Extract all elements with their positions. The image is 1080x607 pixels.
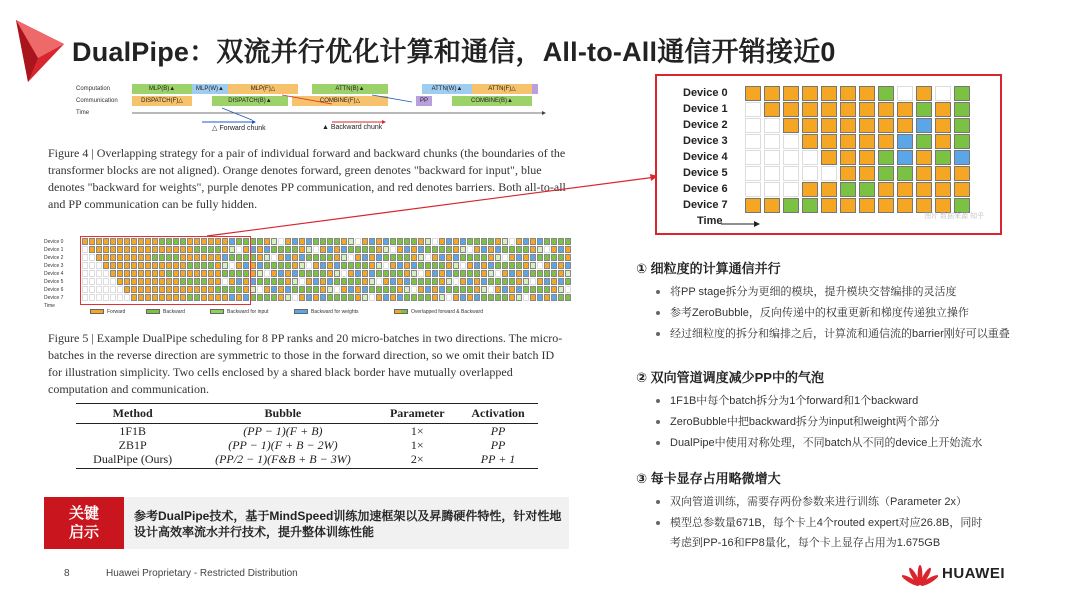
schedule-cell <box>745 118 761 133</box>
schedule-cell <box>935 166 951 181</box>
legend-overlapped: Overlapped forward & Backward <box>394 309 483 315</box>
schedule-cell <box>878 86 894 101</box>
bullet-dot-icon <box>656 521 660 525</box>
table-cell: 1× <box>410 424 424 438</box>
device-label: Device 3 <box>683 135 728 147</box>
legend-backward: ▲ Backward chunk <box>322 124 383 131</box>
schedule-cell <box>954 86 970 101</box>
schedule-cell <box>954 166 970 181</box>
schedule-cell <box>878 182 894 197</box>
device-label: Device 1 <box>683 103 728 115</box>
device-label: Device 6 <box>44 287 64 293</box>
schedule-cell <box>897 102 913 117</box>
schedule-cell <box>897 150 913 165</box>
attn-w-block: ATTN(W)▲ <box>422 84 472 94</box>
device-label: Device 3 <box>44 263 64 269</box>
device-label: Device 2 <box>683 119 728 131</box>
huawei-logo-icon <box>902 564 938 592</box>
legend-backward-weights: Backward for weights <box>294 309 359 315</box>
schedule-cell <box>764 198 780 213</box>
schedule-cell <box>745 150 761 165</box>
schedule-cell <box>783 102 799 117</box>
bullet-item: DualPipe中使用对称处理，不同batch从不同的device上开始流水 <box>656 434 982 450</box>
schedule-cell <box>859 86 875 101</box>
schedule-cell <box>764 150 780 165</box>
legend-forward: △ Forward chunk <box>212 125 266 132</box>
schedule-cell <box>821 182 837 197</box>
schedule-cell <box>878 150 894 165</box>
pp-block: PP <box>416 96 432 106</box>
computation-label: Computation <box>76 86 111 92</box>
key-insight-tag: 关键 启示 <box>44 497 124 549</box>
schedule-cell <box>897 134 913 149</box>
bullet-item: 1F1B中每个batch拆分为1个forward和1个backward <box>656 392 918 408</box>
table-header: Parameter <box>376 404 458 424</box>
device-label: Device 5 <box>44 279 64 285</box>
schedule-cell <box>802 166 818 181</box>
schedule-cell <box>878 198 894 213</box>
table-cell: DualPipe (Ours) <box>76 452 189 469</box>
schedule-cell <box>916 182 932 197</box>
schedule-cell <box>916 118 932 133</box>
schedule-cell <box>840 102 856 117</box>
table-cell: ZB1P <box>118 438 147 452</box>
schedule-cell <box>916 166 932 181</box>
dispatch-b-block: DISPATCH(B)▲ <box>212 96 288 106</box>
schedule-cell <box>802 102 818 117</box>
mlp-f-block: MLP(F)△ <box>228 84 298 94</box>
table-cell: (PP − 1)(F + B) <box>243 424 323 438</box>
schedule-cell <box>764 102 780 117</box>
bullet-dot-icon <box>656 290 660 294</box>
schedule-cell <box>859 102 875 117</box>
schedule-cell <box>954 102 970 117</box>
schedule-cell <box>745 166 761 181</box>
schedule-cell <box>802 86 818 101</box>
schedule-cell <box>840 86 856 101</box>
schedule-cell <box>935 182 951 197</box>
schedule-cell <box>878 166 894 181</box>
time-label: Time <box>76 110 90 116</box>
attn-b-block: ATTN(B)▲ <box>312 84 388 94</box>
schedule-cell <box>878 118 894 133</box>
schedule-cell <box>745 198 761 213</box>
bullet-item: ZeroBubble中把backward拆分为input和weight两个部分 <box>656 413 940 429</box>
bullet-dot-icon <box>656 399 660 403</box>
bullet-dot-icon <box>656 311 660 315</box>
figure-4-caption: Figure 4 | Overlapping strategy for a pair of individual forward and backward chunks (the boundaries of the transformer blocks are not aligned). Orange denotes forward, green denotes "backward for input", blue denotes "backward for weights", purple denotes PP communication, and red denotes barriers. Both all-to-all and PP communication can be fully hidden. <box>48 146 566 211</box>
schedule-cell <box>859 166 875 181</box>
schedule-cell <box>840 166 856 181</box>
legend-backward-input: Backward for input <box>210 309 268 315</box>
schedule-cell <box>954 134 970 149</box>
schedule-cell <box>916 86 932 101</box>
legend-backward: Backward <box>146 309 185 315</box>
combine-b-block: COMBINE(B)▲ <box>452 96 532 106</box>
mlp-b-block: MLP(B)▲ <box>132 84 192 94</box>
schedule-cell <box>821 102 837 117</box>
device-label: Device 6 <box>683 183 728 195</box>
schedule-cell <box>935 150 951 165</box>
bullet-item: 将PP stage拆分为更细的模块，提升模块交替编排的灵活度 <box>656 283 956 299</box>
schedule-cell <box>916 134 932 149</box>
schedule-cell <box>859 134 875 149</box>
table-header: Bubble <box>189 404 376 424</box>
combine-f-block: COMBINE(F)△ <box>292 96 388 106</box>
footer-text: Huawei Proprietary - Restricted Distribution <box>106 568 298 579</box>
schedule-cell <box>821 150 837 165</box>
device-label: Device 0 <box>683 87 728 99</box>
schedule-cell <box>878 102 894 117</box>
schedule-cell <box>802 182 818 197</box>
schedule-cell <box>821 198 837 213</box>
schedule-cell <box>821 134 837 149</box>
bullet-dot-icon <box>656 441 660 445</box>
schedule-cell <box>897 182 913 197</box>
schedule-cell <box>764 134 780 149</box>
schedule-cell <box>783 198 799 213</box>
table-header: Method <box>76 404 189 424</box>
schedule-cell <box>840 198 856 213</box>
bullet-item: 模型总参数量671B，每个卡上4个routed expert对应26.8B，同时 <box>656 514 982 530</box>
device-label: Device 4 <box>44 271 64 277</box>
device-label: Device 5 <box>683 167 728 179</box>
time-arrow-icon <box>721 220 761 228</box>
zoomed-schedule <box>655 74 1002 235</box>
bullet-continuation: 考虑到PP-16和FP8量化，每个卡上显存占用为1.675GB <box>670 537 941 549</box>
table-cell: (PP − 1)(F + B − 2W) <box>228 438 338 452</box>
section-heading: ② 双向管道调度减少PP中的气泡 <box>636 370 824 385</box>
device-label: Device 0 <box>44 239 64 245</box>
schedule-cell <box>802 134 818 149</box>
table-cell: 2× <box>376 452 458 469</box>
schedule-cell <box>897 198 913 213</box>
schedule-cell <box>840 150 856 165</box>
schedule-cell <box>878 134 894 149</box>
device-label: Device 7 <box>44 295 64 301</box>
schedule-cell <box>935 86 951 101</box>
key-insight-text: 参考DualPipe技术，基于MindSpeed训练加速框架以及昇腾硬件特性，针对性地设计高效率流水并行技术，提升整体训练性能 <box>134 509 562 539</box>
mlp-w-block: MLP(W)▲ <box>192 84 228 94</box>
schedule-cell <box>897 118 913 133</box>
schedule-cell <box>954 182 970 197</box>
bullet-item: 经过细粒度的拆分和编排之后，计算流和通信流的barrier刚好可以重叠 <box>656 325 1010 341</box>
section-heading: ③ 每卡显存占用略微增大 <box>636 471 781 486</box>
table-cell: PP <box>490 424 506 438</box>
schedule-cell <box>764 118 780 133</box>
page-number: 8 <box>64 568 70 579</box>
legend-forward: Forward <box>90 309 125 315</box>
schedule-cell <box>859 150 875 165</box>
schedule-cell <box>745 86 761 101</box>
table-header: Activation <box>458 404 538 424</box>
schedule-cell <box>783 182 799 197</box>
schedule-cell <box>783 134 799 149</box>
page-title: DualPipe：双流并行优化计算和通信，All-to-All通信开销接近0 <box>72 37 836 67</box>
schedule-cell <box>859 182 875 197</box>
device-label: Device 2 <box>44 255 64 261</box>
schedule-cell <box>840 182 856 197</box>
time-label: Time <box>44 303 55 309</box>
watermark: 图片 数据来源 知乎 <box>924 213 984 220</box>
attn-f-block: ATTN(F)△ <box>472 84 532 94</box>
time-label: Time <box>697 215 723 227</box>
bullet-dot-icon <box>656 332 660 336</box>
schedule-cell <box>783 150 799 165</box>
schedule-cell <box>840 118 856 133</box>
dispatch-f-block: DISPATCH(F)△ <box>132 96 192 106</box>
schedule-cell <box>821 86 837 101</box>
schedule-cell <box>802 198 818 213</box>
figure-5-caption: Figure 5 | Example DualPipe scheduling for 8 PP ranks and 20 micro-batches in two directions. The micro-batches in the reverse direction are symmetric to those in the forward direction, so we omit their batch ID for illustration simplicity. Two cells enclosed by a shared black border have mutually overlapped computation and communication. <box>48 331 563 396</box>
schedule-cell <box>916 150 932 165</box>
schedule-cell <box>764 86 780 101</box>
device-label: Device 7 <box>683 199 728 211</box>
table-cell: (PP/2 − 1)(F&B + B − 3W) <box>189 452 376 469</box>
schedule-cell <box>935 118 951 133</box>
bullet-dot-icon <box>656 500 660 504</box>
schedule-cell <box>745 134 761 149</box>
table-cell: 1F1B <box>119 424 147 438</box>
schedule-cell <box>764 166 780 181</box>
schedule-cell <box>897 86 913 101</box>
schedule-cell <box>764 182 780 197</box>
schedule-cell <box>935 102 951 117</box>
table-cell: PP + 1 <box>458 452 538 469</box>
schedule-cell <box>954 150 970 165</box>
schedule-cell <box>859 198 875 213</box>
section-heading: ① 细粒度的计算通信并行 <box>636 261 781 276</box>
communication-label: Communication <box>76 98 118 104</box>
schedule-cell <box>859 118 875 133</box>
schedule-cell <box>783 118 799 133</box>
bullet-item: 参考ZeroBubble，反向传递中的权重更新和梯度传递独立操作 <box>656 304 969 320</box>
schedule-cell <box>802 118 818 133</box>
schedule-cell <box>821 118 837 133</box>
schedule-cell <box>802 150 818 165</box>
schedule-cell <box>783 86 799 101</box>
device-label: Device 1 <box>44 247 64 253</box>
schedule-cell <box>840 134 856 149</box>
schedule-cell <box>916 102 932 117</box>
schedule-cell <box>897 166 913 181</box>
schedule-cell <box>935 134 951 149</box>
schedule-cell <box>954 118 970 133</box>
schedule-cell <box>745 102 761 117</box>
bullet-item: 双向管道训练，需要存两份参数来进行训练（Parameter 2x） <box>656 493 967 509</box>
huawei-brand: HUAWEI <box>942 565 1005 582</box>
device-label: Device 4 <box>683 151 728 163</box>
schedule-cell <box>821 166 837 181</box>
table-cell: 1× <box>410 438 424 452</box>
schedule-cell <box>783 166 799 181</box>
table-cell: PP <box>490 438 506 452</box>
schedule-cell <box>745 182 761 197</box>
bullet-dot-icon <box>656 420 660 424</box>
